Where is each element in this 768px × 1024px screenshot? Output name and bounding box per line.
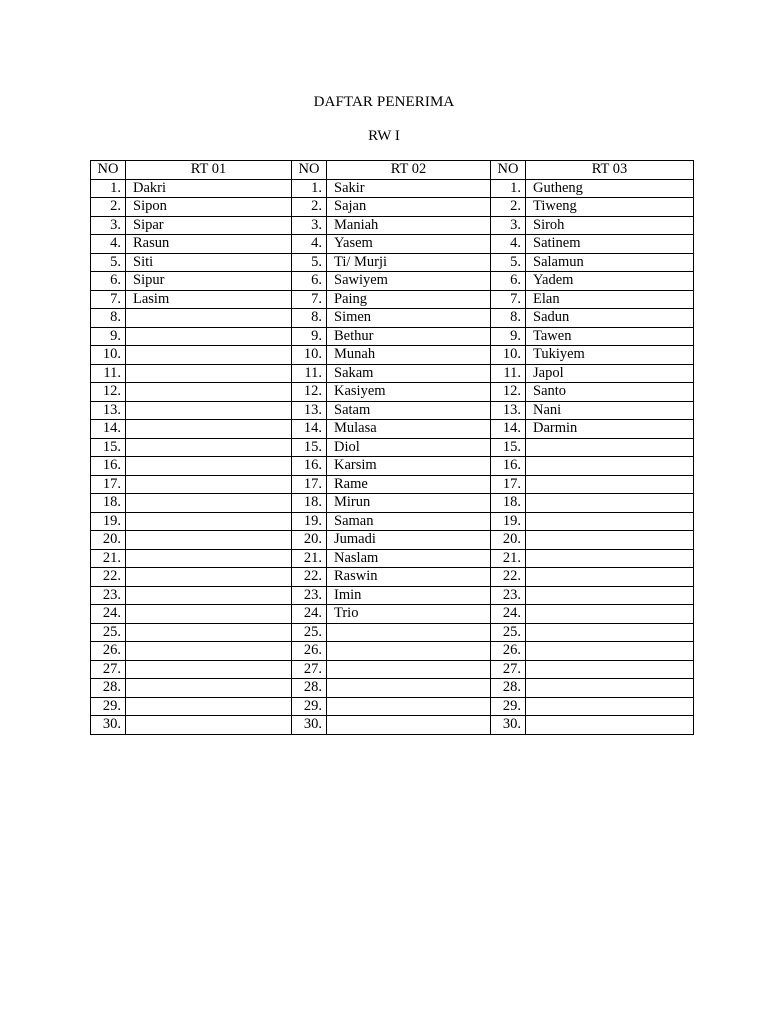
row-number: 11. [91, 364, 126, 383]
row-number: 12. [491, 383, 526, 402]
rt01-name [126, 605, 292, 624]
row-number: 12. [91, 383, 126, 402]
rt01-name [126, 716, 292, 735]
column-header-rt03: RT 03 [526, 161, 694, 180]
row-number: 26. [491, 642, 526, 661]
rt01-name [126, 401, 292, 420]
rt02-name: Satam [327, 401, 491, 420]
rt02-name: Rame [327, 475, 491, 494]
row-number: 17. [91, 475, 126, 494]
row-number: 4. [292, 235, 327, 254]
rt02-name: Bethur [327, 327, 491, 346]
rt03-name: Nani [526, 401, 694, 420]
table-row [91, 383, 694, 402]
row-number: 4. [491, 235, 526, 254]
rt03-name: Darmin [526, 420, 694, 439]
table-row [91, 642, 694, 661]
row-number: 20. [491, 531, 526, 550]
row-number: 19. [292, 512, 327, 531]
table-row [91, 512, 694, 531]
row-number: 20. [91, 531, 126, 550]
rt02-name: Sakam [327, 364, 491, 383]
row-number: 12. [292, 383, 327, 402]
rt01-name [126, 512, 292, 531]
row-number: 10. [491, 346, 526, 365]
table-row [91, 309, 694, 328]
row-number: 27. [91, 660, 126, 679]
table-row [91, 346, 694, 365]
row-number: 7. [91, 290, 126, 309]
rt03-name: Satinem [526, 235, 694, 254]
table-row [91, 290, 694, 309]
row-number: 27. [491, 660, 526, 679]
rt01-name [126, 309, 292, 328]
row-number: 2. [292, 198, 327, 217]
rt01-name [126, 623, 292, 642]
rt03-name [526, 457, 694, 476]
rt03-name [526, 623, 694, 642]
row-number: 5. [491, 253, 526, 272]
table-row [91, 272, 694, 291]
rt02-name: Yasem [327, 235, 491, 254]
row-number: 9. [91, 327, 126, 346]
table-row [91, 697, 694, 716]
rt03-name: Tiweng [526, 198, 694, 217]
row-number: 30. [292, 716, 327, 735]
rt01-name [126, 549, 292, 568]
rt01-name: Rasun [126, 235, 292, 254]
table-row [91, 475, 694, 494]
row-number: 28. [292, 679, 327, 698]
column-header-rt01: RT 01 [126, 161, 292, 180]
table-row [91, 623, 694, 642]
rt03-name [526, 494, 694, 513]
row-number: 29. [292, 697, 327, 716]
table-row [91, 679, 694, 698]
rt03-name: Sadun [526, 309, 694, 328]
row-number: 21. [292, 549, 327, 568]
page-subtitle: RW I [368, 128, 400, 144]
rt03-name: Yadem [526, 272, 694, 291]
row-number: 22. [292, 568, 327, 587]
row-number: 15. [491, 438, 526, 457]
row-number: 24. [491, 605, 526, 624]
row-number: 19. [491, 512, 526, 531]
rt01-name: Dakri [126, 179, 292, 198]
rt02-name: Jumadi [327, 531, 491, 550]
rt02-name [327, 697, 491, 716]
row-number: 1. [91, 179, 126, 198]
row-number: 1. [292, 179, 327, 198]
rt01-name [126, 327, 292, 346]
row-number: 30. [91, 716, 126, 735]
row-number: 16. [491, 457, 526, 476]
rt02-name: Mulasa [327, 420, 491, 439]
rt02-name: Naslam [327, 549, 491, 568]
row-number: 18. [292, 494, 327, 513]
rt01-name [126, 346, 292, 365]
rt02-name: Mirun [327, 494, 491, 513]
row-number: 13. [292, 401, 327, 420]
table-row [91, 660, 694, 679]
rt02-name [327, 660, 491, 679]
row-number: 24. [292, 605, 327, 624]
rt03-name: Tawen [526, 327, 694, 346]
rt01-name [126, 475, 292, 494]
rt03-name: Siroh [526, 216, 694, 235]
table-row [91, 235, 694, 254]
rt01-name [126, 568, 292, 587]
row-number: 11. [491, 364, 526, 383]
row-number: 25. [91, 623, 126, 642]
column-header-rt02: RT 02 [327, 161, 491, 180]
row-number: 23. [91, 586, 126, 605]
row-number: 23. [292, 586, 327, 605]
rt01-name: Sipar [126, 216, 292, 235]
table-header [91, 161, 694, 180]
rt02-name: Imin [327, 586, 491, 605]
rt01-name [126, 494, 292, 513]
rt03-name [526, 697, 694, 716]
column-header-no: NO [91, 161, 126, 180]
row-number: 29. [491, 697, 526, 716]
row-number: 14. [491, 420, 526, 439]
table-row [91, 198, 694, 217]
rt02-name: Ti/ Murji [327, 253, 491, 272]
rt02-name: Simen [327, 309, 491, 328]
table-row [91, 253, 694, 272]
row-number: 14. [292, 420, 327, 439]
table-row [91, 216, 694, 235]
row-number: 7. [292, 290, 327, 309]
rt02-name: Sajan [327, 198, 491, 217]
rt03-name: Gutheng [526, 179, 694, 198]
rt03-name: Santo [526, 383, 694, 402]
row-number: 13. [91, 401, 126, 420]
rt03-name [526, 642, 694, 661]
header-row [91, 161, 694, 180]
row-number: 7. [491, 290, 526, 309]
rt01-name [126, 457, 292, 476]
table-row [91, 401, 694, 420]
row-number: 24. [91, 605, 126, 624]
rt03-name [526, 716, 694, 735]
rt03-name [526, 512, 694, 531]
row-number: 26. [292, 642, 327, 661]
rt02-name: Paing [327, 290, 491, 309]
rt01-name [126, 679, 292, 698]
table-row [91, 438, 694, 457]
row-number: 21. [491, 549, 526, 568]
rt01-name [126, 383, 292, 402]
rt02-name: Trio [327, 605, 491, 624]
row-number: 10. [292, 346, 327, 365]
table-row [91, 327, 694, 346]
table-row [91, 605, 694, 624]
row-number: 9. [292, 327, 327, 346]
row-number: 15. [292, 438, 327, 457]
rt02-name [327, 642, 491, 661]
row-number: 29. [91, 697, 126, 716]
row-number: 6. [91, 272, 126, 291]
rt02-name: Diol [327, 438, 491, 457]
rt03-name [526, 438, 694, 457]
table-row [91, 364, 694, 383]
table-row [91, 494, 694, 513]
rt03-name [526, 531, 694, 550]
rt03-name [526, 549, 694, 568]
row-number: 8. [491, 309, 526, 328]
row-number: 6. [491, 272, 526, 291]
row-number: 21. [91, 549, 126, 568]
table-body [91, 179, 694, 734]
rt02-name: Karsim [327, 457, 491, 476]
table-row [91, 179, 694, 198]
rt01-name [126, 438, 292, 457]
rt02-name: Sawiyem [327, 272, 491, 291]
row-number: 18. [491, 494, 526, 513]
row-number: 27. [292, 660, 327, 679]
row-number: 11. [292, 364, 327, 383]
table-row [91, 568, 694, 587]
rt03-name: Tukiyem [526, 346, 694, 365]
column-header-no: NO [292, 161, 327, 180]
rt02-name [327, 716, 491, 735]
rt03-name [526, 475, 694, 494]
row-number: 19. [91, 512, 126, 531]
recipient-table [90, 160, 694, 735]
row-number: 3. [292, 216, 327, 235]
rt02-name: Kasiyem [327, 383, 491, 402]
row-number: 9. [491, 327, 526, 346]
row-number: 28. [91, 679, 126, 698]
rt01-name: Siti [126, 253, 292, 272]
row-number: 5. [292, 253, 327, 272]
row-number: 23. [491, 586, 526, 605]
row-number: 25. [491, 623, 526, 642]
rt03-name [526, 660, 694, 679]
rt03-name: Salamun [526, 253, 694, 272]
rt01-name [126, 660, 292, 679]
row-number: 16. [91, 457, 126, 476]
rt01-name [126, 364, 292, 383]
rt01-name [126, 531, 292, 550]
table-row [91, 716, 694, 735]
rt03-name [526, 679, 694, 698]
table-row [91, 586, 694, 605]
rt02-name: Saman [327, 512, 491, 531]
row-number: 17. [491, 475, 526, 494]
row-number: 2. [91, 198, 126, 217]
rt02-name: Sakir [327, 179, 491, 198]
row-number: 5. [91, 253, 126, 272]
rt01-name: Sipon [126, 198, 292, 217]
table-row [91, 420, 694, 439]
row-number: 4. [91, 235, 126, 254]
row-number: 30. [491, 716, 526, 735]
row-number: 10. [91, 346, 126, 365]
page-title: DAFTAR PENERIMA [313, 94, 455, 110]
row-number: 17. [292, 475, 327, 494]
table-row [91, 549, 694, 568]
rt02-name: Munah [327, 346, 491, 365]
rt01-name [126, 642, 292, 661]
rt03-name [526, 568, 694, 587]
rt02-name: Raswin [327, 568, 491, 587]
row-number: 22. [491, 568, 526, 587]
rt03-name [526, 586, 694, 605]
rt01-name [126, 586, 292, 605]
row-number: 16. [292, 457, 327, 476]
rt01-name [126, 420, 292, 439]
row-number: 15. [91, 438, 126, 457]
row-number: 13. [491, 401, 526, 420]
table-row [91, 457, 694, 476]
rt02-name: Maniah [327, 216, 491, 235]
column-header-no: NO [491, 161, 526, 180]
rt03-name [526, 605, 694, 624]
row-number: 18. [91, 494, 126, 513]
row-number: 1. [491, 179, 526, 198]
row-number: 14. [91, 420, 126, 439]
rt02-name [327, 679, 491, 698]
row-number: 2. [491, 198, 526, 217]
row-number: 6. [292, 272, 327, 291]
row-number: 3. [491, 216, 526, 235]
table-row [91, 531, 694, 550]
rt03-name: Japol [526, 364, 694, 383]
rt01-name [126, 697, 292, 716]
row-number: 22. [91, 568, 126, 587]
row-number: 28. [491, 679, 526, 698]
row-number: 26. [91, 642, 126, 661]
rt03-name: Elan [526, 290, 694, 309]
row-number: 8. [292, 309, 327, 328]
rt01-name: Sipur [126, 272, 292, 291]
row-number: 8. [91, 309, 126, 328]
rt02-name [327, 623, 491, 642]
row-number: 3. [91, 216, 126, 235]
rt01-name: Lasim [126, 290, 292, 309]
row-number: 20. [292, 531, 327, 550]
row-number: 25. [292, 623, 327, 642]
